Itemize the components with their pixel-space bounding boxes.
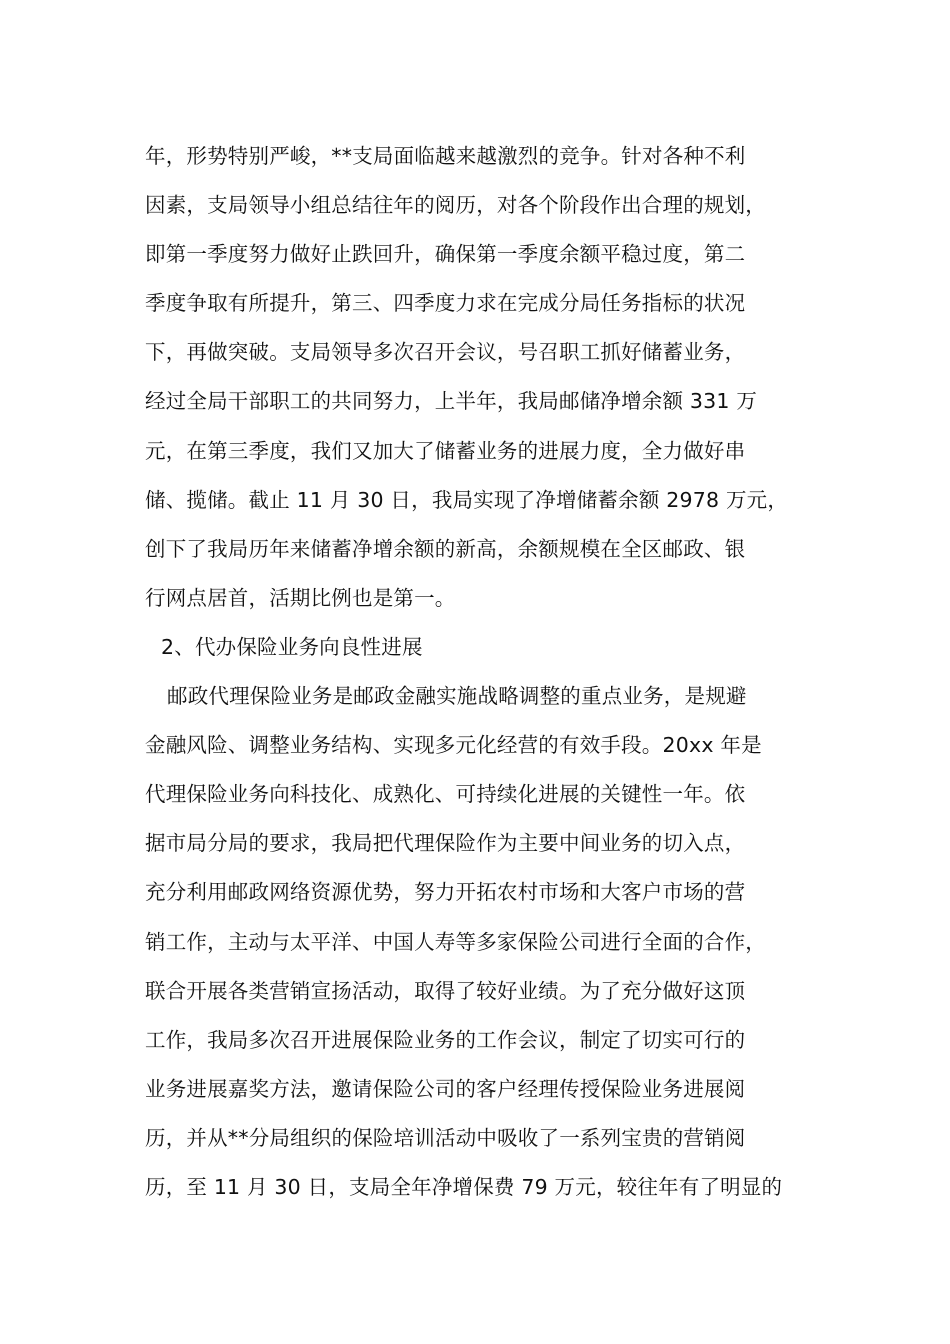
text-line: 金融风险、调整业务结构、实现多元化经营的有效手段。20xx 年是: [145, 733, 762, 758]
text-line: 因素，支局领导小组总结往年的阅历，对各个阶段作出合理的规划，: [145, 193, 766, 218]
body-text: [145, 132, 835, 1212]
text-line: 历，并从**分局组织的保险培训活动中吸收了一系列宝贵的营销阅: [145, 1125, 746, 1150]
text-line: 经过全局干部职工的共同努力，上半年，我局邮储净增余额 331 万: [145, 389, 758, 414]
text-line: 季度争取有所提升，第三、四季度力求在完成分局任务指标的状况: [145, 291, 746, 316]
text-line: 即第一季度努力做好止跌回升，确保第一季度余额平稳过度，第二: [145, 242, 746, 267]
text-line: 创下了我局历年来储蓄净增余额的新高，余额规模在全区邮政、银: [145, 536, 746, 561]
text-line: 元，在第三季度，我们又加大了储蓄业务的进展力度，全力做好串: [145, 438, 746, 463]
text-line: 充分利用邮政网络资源优势，努力开拓农村市场和大客户市场的营: [145, 880, 746, 905]
text-line: 储、揽储。截止 11 月 30 日，我局实现了净增储蓄余额 2978 万元，: [145, 487, 789, 512]
text-line: 下，再做突破。支局领导多次召开会议，号召职工抓好储蓄业务，: [145, 340, 746, 365]
text-line: 工作，我局多次召开进展保险业务的工作会议，制定了切实可行的: [145, 1027, 746, 1052]
text-line: 业务进展嘉奖方法，邀请保险公司的客户经理传授保险业务进展阅: [145, 1076, 746, 1101]
text-line: 销工作，主动与太平洋、中国人寿等多家保险公司进行全面的合作，: [145, 929, 766, 954]
text-line: 行网点居首，活期比例也是第一。: [145, 585, 456, 610]
text-line: 据市局分局的要求，我局把代理保险作为主要中间业务的切入点，: [145, 831, 746, 856]
text-line: 邮政代理保险业务是邮政金融实施战略调整的重点业务，是规避: [167, 684, 747, 709]
text-line: 年，形势特别严峻，**支局面临越来越激烈的竞争。针对各种不利: [145, 144, 746, 168]
text-line: 代理保险业务向科技化、成熟化、可持续化进展的关键性一年。依: [145, 782, 746, 807]
text-line: 联合开展各类营销宣扬活动，取得了较好业绩。为了充分做好这顶: [145, 978, 746, 1003]
section-heading: 2、代办保险业务向良性进展: [161, 634, 423, 659]
text-line: 历，至 11 月 30 日，支局全年净增保费 79 万元，较往年有了明显的: [145, 1174, 783, 1199]
